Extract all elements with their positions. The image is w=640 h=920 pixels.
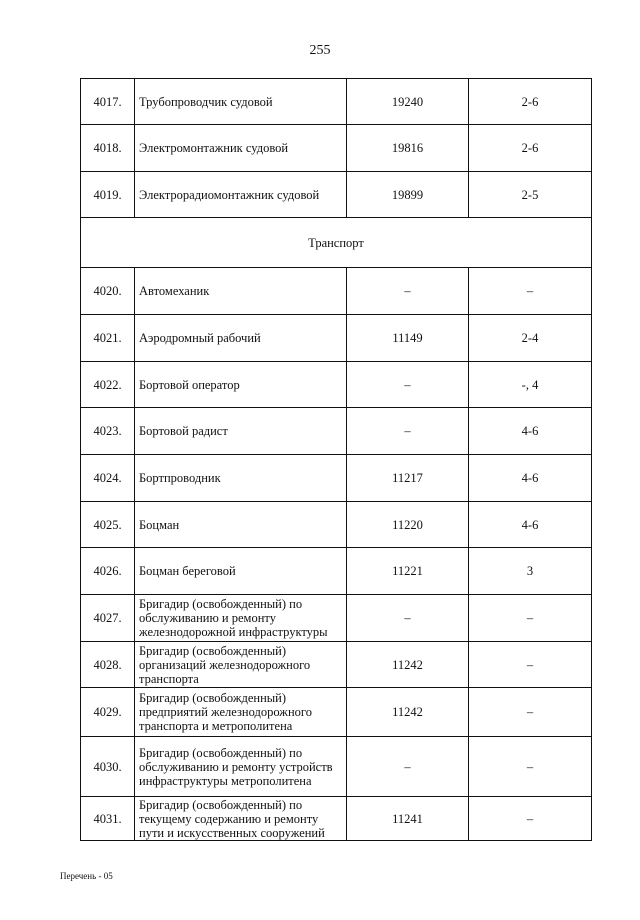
occupation-name: Бортовой радист bbox=[135, 408, 347, 455]
qualification-grade: 3 bbox=[469, 548, 592, 595]
occupation-name: Электрорадиомонтажник судовой bbox=[135, 172, 347, 218]
qualification-grade: 2-6 bbox=[469, 79, 592, 125]
table-row bbox=[81, 172, 592, 218]
qualification-grade: – bbox=[469, 797, 592, 841]
occupation-name: Аэродромный рабочий bbox=[135, 315, 347, 362]
qualification-grade: – bbox=[469, 688, 592, 737]
qualification-grade: – bbox=[469, 642, 592, 688]
table-row bbox=[81, 268, 592, 315]
row-number: 4027. bbox=[81, 595, 135, 642]
table-row bbox=[81, 595, 592, 642]
row-number: 4024. bbox=[81, 455, 135, 502]
row-number: 4030. bbox=[81, 737, 135, 797]
section-title: Транспорт bbox=[81, 218, 592, 268]
table-row bbox=[81, 688, 592, 737]
qualification-grade: – bbox=[469, 268, 592, 315]
occupation-name: Бригадир (освобожденный) по обслуживанию и ремонту железнодорожной инфраструктуры bbox=[135, 595, 347, 642]
section-row bbox=[81, 218, 592, 268]
occupation-name: Трубопроводчик судовой bbox=[135, 79, 347, 125]
occupation-code: 11241 bbox=[347, 797, 469, 841]
occupation-code: 19816 bbox=[347, 125, 469, 172]
row-number: 4023. bbox=[81, 408, 135, 455]
table-row bbox=[81, 315, 592, 362]
row-number: 4022. bbox=[81, 362, 135, 408]
occupation-name: Бригадир (освобожденный) предприятий железнодорожного транспорта и метрополитена bbox=[135, 688, 347, 737]
row-number: 4029. bbox=[81, 688, 135, 737]
occupation-name: Бригадир (освобожденный) организаций железнодорожного транспорта bbox=[135, 642, 347, 688]
row-number: 4021. bbox=[81, 315, 135, 362]
table-row bbox=[81, 548, 592, 595]
row-number: 4031. bbox=[81, 797, 135, 841]
occupation-code: 19899 bbox=[347, 172, 469, 218]
occupation-code: 11149 bbox=[347, 315, 469, 362]
qualification-grade: – bbox=[469, 595, 592, 642]
occupation-code: 11242 bbox=[347, 642, 469, 688]
qualification-grade: – bbox=[469, 737, 592, 797]
occupation-name: Боцман bbox=[135, 502, 347, 548]
qualification-grade: -, 4 bbox=[469, 362, 592, 408]
occupation-code: 11217 bbox=[347, 455, 469, 502]
qualification-grade: 2-4 bbox=[469, 315, 592, 362]
occupation-name: Электромонтажник судовой bbox=[135, 125, 347, 172]
table-row bbox=[81, 408, 592, 455]
table-row bbox=[81, 79, 592, 125]
table-row bbox=[81, 125, 592, 172]
table-row bbox=[81, 642, 592, 688]
row-number: 4026. bbox=[81, 548, 135, 595]
qualification-grade: 4-6 bbox=[469, 455, 592, 502]
footer-label: Перечень - 05 bbox=[60, 871, 113, 881]
occupation-code: 11221 bbox=[347, 548, 469, 595]
occupation-name: Бригадир (освобожденный) по текущему содержанию и ремонту пути и искусственных сооружений bbox=[135, 797, 347, 841]
table-row bbox=[81, 737, 592, 797]
row-number: 4028. bbox=[81, 642, 135, 688]
qualification-grade: 2-5 bbox=[469, 172, 592, 218]
occupation-name: Бортпроводник bbox=[135, 455, 347, 502]
table-row bbox=[81, 502, 592, 548]
row-number: 4017. bbox=[81, 79, 135, 125]
occupation-code: – bbox=[347, 268, 469, 315]
occupation-code: 19240 bbox=[347, 79, 469, 125]
table-row bbox=[81, 797, 592, 841]
table-row bbox=[81, 455, 592, 502]
occupation-name: Бригадир (освобожденный) по обслуживанию и ремонту устройств инфраструктуры метрополитена bbox=[135, 737, 347, 797]
row-number: 4020. bbox=[81, 268, 135, 315]
qualification-grade: 4-6 bbox=[469, 408, 592, 455]
page-number: 255 bbox=[309, 43, 331, 58]
qualification-grade: 4-6 bbox=[469, 502, 592, 548]
row-number: 4019. bbox=[81, 172, 135, 218]
qualification-grade: 2-6 bbox=[469, 125, 592, 172]
row-number: 4018. bbox=[81, 125, 135, 172]
occupation-name: Бортовой оператор bbox=[135, 362, 347, 408]
occupation-code: 11242 bbox=[347, 688, 469, 737]
table-row bbox=[81, 362, 592, 408]
occupation-code: – bbox=[347, 595, 469, 642]
occupation-code: – bbox=[347, 362, 469, 408]
occupation-name: Боцман береговой bbox=[135, 548, 347, 595]
occupation-code: – bbox=[347, 737, 469, 797]
occupation-code: – bbox=[347, 408, 469, 455]
occupation-name: Автомеханик bbox=[135, 268, 347, 315]
occupation-code: 11220 bbox=[347, 502, 469, 548]
occupations-table bbox=[80, 78, 592, 841]
row-number: 4025. bbox=[81, 502, 135, 548]
